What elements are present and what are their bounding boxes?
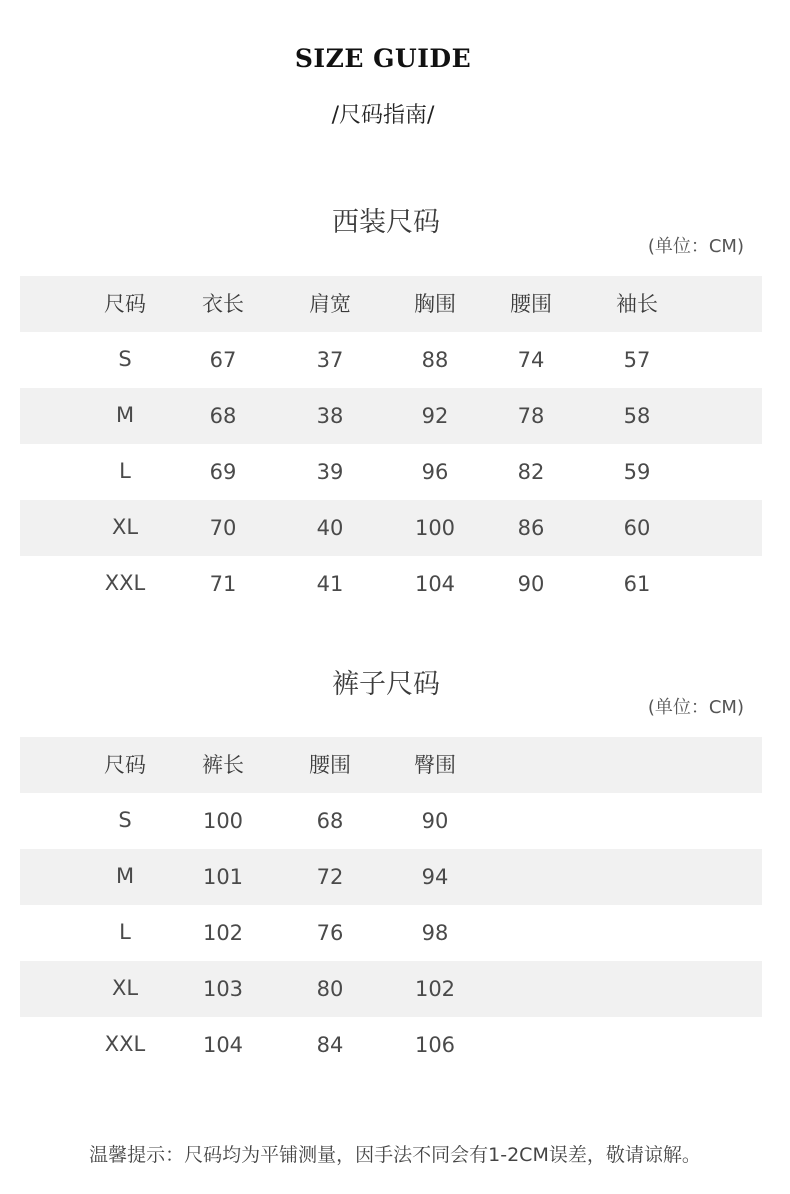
- table-cell: 70: [209, 516, 237, 540]
- size-cell: L: [119, 920, 131, 944]
- suit-header-waist: 腰围: [510, 292, 552, 316]
- table-cell: 102: [414, 977, 456, 1001]
- pants-table-header: [20, 737, 762, 793]
- table-cell: 78: [517, 404, 545, 428]
- table-cell: 86: [517, 516, 545, 540]
- table-cell: 84: [316, 1033, 344, 1057]
- table-cell: 88: [421, 348, 449, 372]
- table-cell: 40: [316, 516, 344, 540]
- table-row: [20, 556, 762, 612]
- table-cell: 69: [209, 460, 237, 484]
- table-row: [20, 849, 762, 905]
- size-guide-subtitle: /尺码指南/: [331, 103, 435, 128]
- table-cell: 102: [202, 921, 244, 945]
- pants-size-table: [20, 737, 762, 1073]
- pants-unit-label: (单位：CM): [647, 697, 744, 718]
- suit-header-sleeve: 袖长: [616, 292, 658, 316]
- table-cell: 57: [623, 348, 651, 372]
- table-cell: 59: [623, 460, 651, 484]
- table-cell: 71: [209, 572, 237, 596]
- pants-section-title: 裤子尺码: [332, 669, 440, 700]
- pants-header-size: 尺码: [104, 753, 146, 777]
- size-cell: XL: [111, 976, 139, 1000]
- table-cell: 104: [414, 572, 456, 596]
- table-cell: 58: [623, 404, 651, 428]
- size-cell: XXL: [104, 571, 146, 595]
- size-cell: XXL: [104, 1032, 146, 1056]
- table-cell: 68: [316, 809, 344, 833]
- pants-header-length: 裤长: [202, 753, 244, 777]
- table-row: [20, 500, 762, 556]
- size-guide-title: SIZE GUIDE: [294, 44, 472, 73]
- table-cell: 68: [209, 404, 237, 428]
- table-cell: 90: [421, 809, 449, 833]
- table-row: [20, 388, 762, 444]
- table-cell: 104: [202, 1033, 244, 1057]
- table-cell: 94: [421, 865, 449, 889]
- suit-table-header: [20, 276, 762, 332]
- table-cell: 103: [202, 977, 244, 1001]
- suit-unit-label: (单位：CM): [647, 236, 744, 257]
- size-cell: M: [115, 403, 135, 427]
- table-cell: 67: [209, 348, 237, 372]
- size-cell: S: [118, 347, 132, 371]
- suit-header-shoulder: 肩宽: [309, 292, 351, 316]
- suit-header-length: 衣长: [202, 292, 244, 316]
- table-cell: 38: [316, 404, 344, 428]
- table-cell: 80: [316, 977, 344, 1001]
- size-cell: M: [115, 864, 135, 888]
- table-row: [20, 1017, 762, 1073]
- table-cell: 72: [316, 865, 344, 889]
- table-row: [20, 793, 762, 849]
- table-cell: 100: [202, 809, 244, 833]
- table-cell: 90: [517, 572, 545, 596]
- table-cell: 60: [623, 516, 651, 540]
- suit-header-chest: 胸围: [414, 292, 456, 316]
- suit-size-table: [20, 276, 762, 612]
- table-cell: 100: [414, 516, 456, 540]
- table-cell: 61: [623, 572, 651, 596]
- table-cell: 106: [414, 1033, 456, 1057]
- pants-header-hip: 臀围: [414, 753, 456, 777]
- table-cell: 98: [421, 921, 449, 945]
- table-row: [20, 905, 762, 961]
- measurement-note: 温馨提示：尺码均为平铺测量，因手法不同会有1-2CM误差，敬请谅解。: [89, 1144, 701, 1166]
- size-cell: S: [118, 808, 132, 832]
- table-cell: 41: [316, 572, 344, 596]
- suit-header-size: 尺码: [104, 292, 146, 316]
- size-cell: L: [119, 459, 131, 483]
- size-cell: XL: [111, 515, 139, 539]
- table-cell: 76: [316, 921, 344, 945]
- table-cell: 92: [421, 404, 449, 428]
- table-cell: 96: [421, 460, 449, 484]
- table-cell: 74: [517, 348, 545, 372]
- table-cell: 39: [316, 460, 344, 484]
- table-row: [20, 444, 762, 500]
- table-row: [20, 332, 762, 388]
- table-cell: 101: [202, 865, 244, 889]
- table-cell: 82: [517, 460, 545, 484]
- table-cell: 37: [316, 348, 344, 372]
- table-row: [20, 961, 762, 1017]
- suit-section-title: 西装尺码: [332, 207, 440, 238]
- pants-header-waist: 腰围: [309, 753, 351, 777]
